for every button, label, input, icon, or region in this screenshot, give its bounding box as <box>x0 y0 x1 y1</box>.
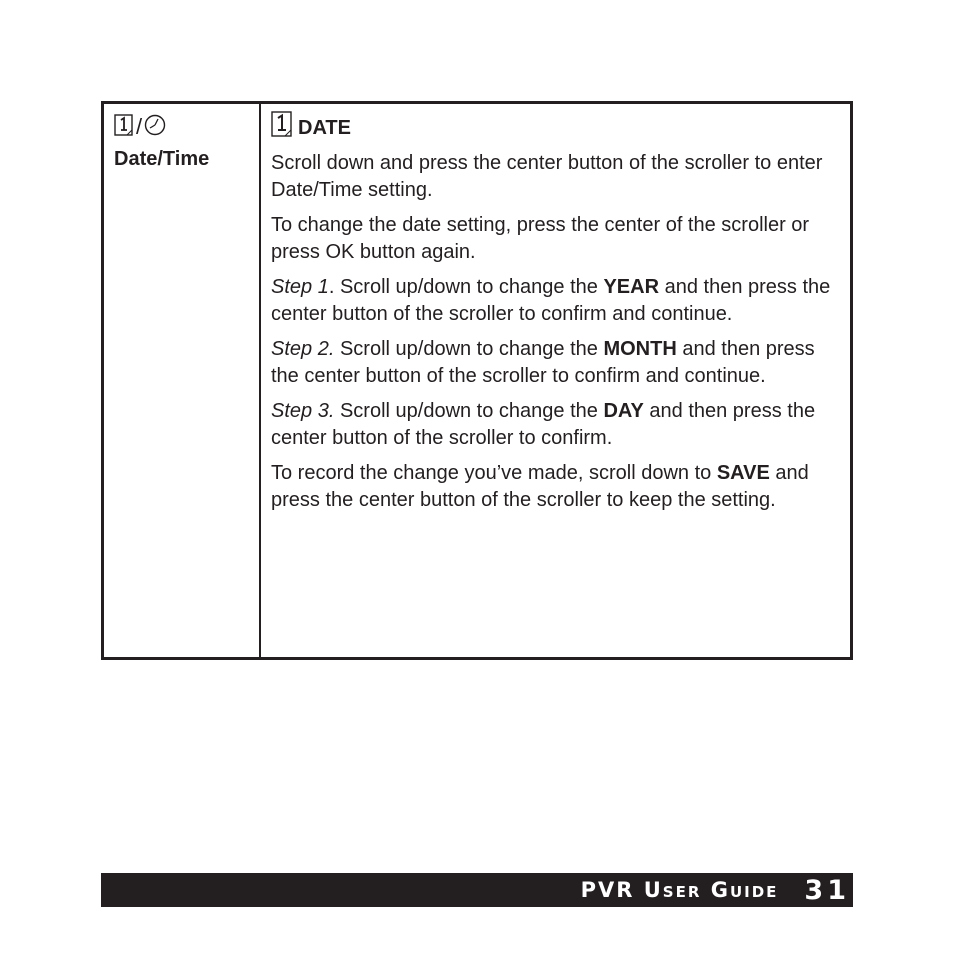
step-1-paragraph <box>271 274 841 328</box>
setting-name-cell <box>114 115 254 171</box>
step-2-key: MONTH <box>603 338 677 360</box>
step-2-pre: Scroll up/down to change the <box>334 338 604 360</box>
separator-text: / <box>136 114 143 139</box>
date-heading <box>271 114 841 142</box>
step-3-paragraph <box>271 398 841 452</box>
save-pre: To record the change you’ve made, scroll down to <box>271 462 717 484</box>
step-3-label: Step 3. <box>271 400 335 422</box>
step-3-post: and then press the center button of the scroller to confirm. <box>271 400 816 449</box>
step-1-post: and then press the center button of the scroller to confirm and continue. <box>271 276 831 325</box>
step-3-pre: Scroll up/down to change the <box>334 400 604 422</box>
step-2-label: Step 2. <box>271 338 335 360</box>
column-divider <box>259 104 261 657</box>
save-post: and press the center button of the scroller to keep the setting. <box>271 462 809 511</box>
step-1-key: YEAR <box>603 276 660 298</box>
footer-title: PVR User Guide <box>580 878 779 902</box>
setting-icons <box>114 115 254 139</box>
setting-description-cell <box>271 114 841 514</box>
step-1-pre: . Scroll up/down to change the <box>328 276 604 298</box>
page-footer <box>101 873 853 907</box>
step-1-label: Step 1 <box>271 276 329 298</box>
save-paragraph <box>271 460 841 514</box>
clock-icon <box>144 114 166 141</box>
intro-paragraph-1: Scroll down and press the center button of the scroller to enter Date/Time setting. <box>271 152 823 201</box>
step-2-paragraph <box>271 336 841 390</box>
page-number: 31 <box>804 874 850 906</box>
setting-title: Date/Time <box>114 148 210 170</box>
step-2-post: and then press the center button of the scroller to confirm and continue. <box>271 338 815 387</box>
step-3-key: DAY <box>603 400 644 422</box>
calendar-icon <box>114 114 134 141</box>
intro-paragraph-2: To change the date setting, press the center of the scroller or press OK button again. <box>271 214 810 263</box>
calendar-icon <box>271 111 293 145</box>
heading-text: DATE <box>298 116 351 139</box>
save-key: SAVE <box>716 462 770 484</box>
settings-table <box>101 101 853 660</box>
